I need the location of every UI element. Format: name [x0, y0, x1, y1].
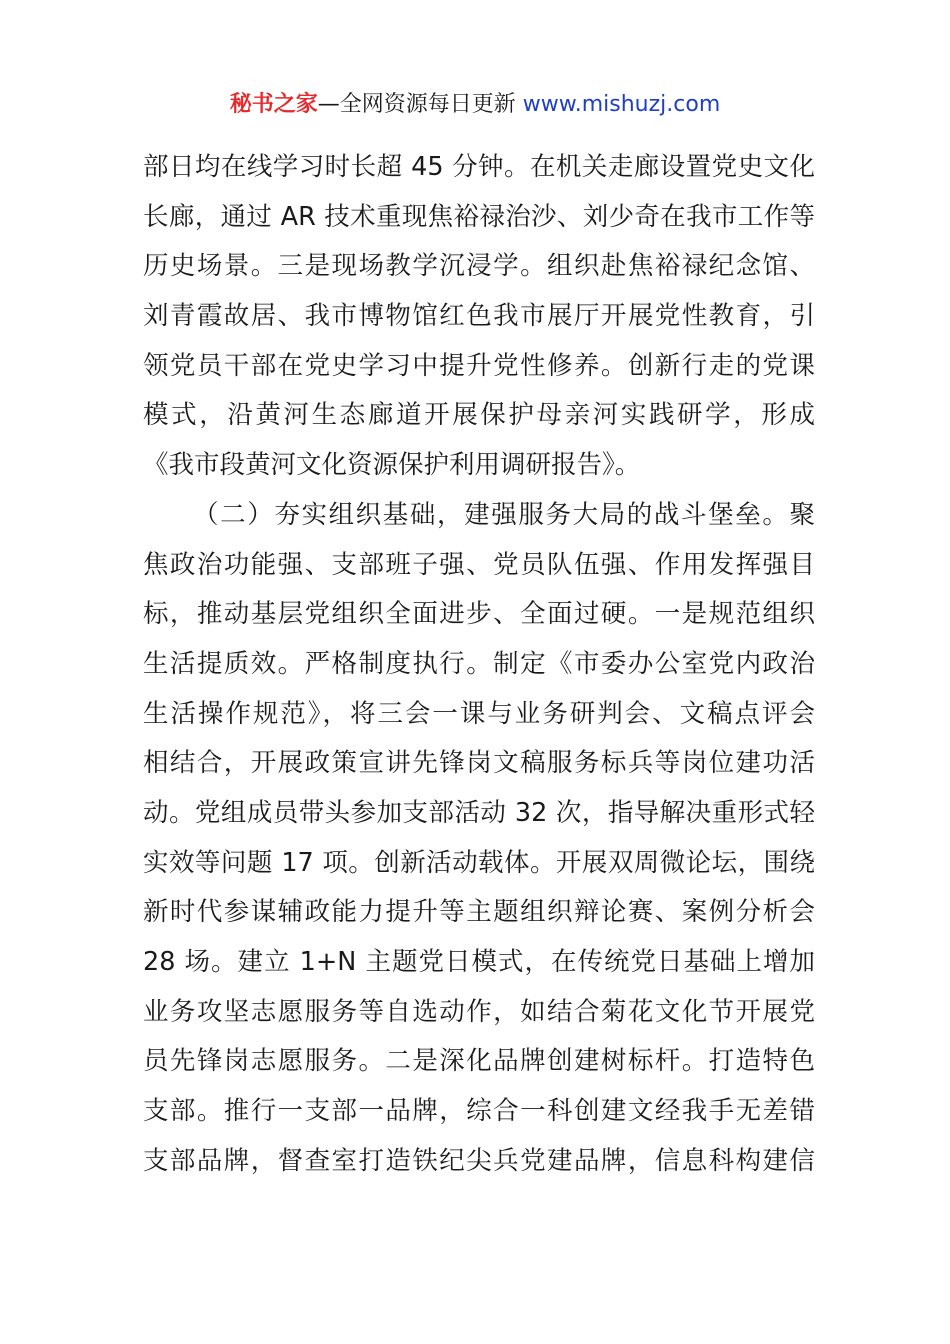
text-line: 支部。推行一支部一品牌，综合一科创建文经我手无差错 — [143, 1096, 815, 1127]
text-line: 员先锋岗志愿服务。二是深化品牌创建树标杆。打造特色 — [143, 1046, 815, 1077]
site-tagline: —全网资源每日更新 — [317, 92, 516, 117]
paragraph-heading-line: （二）夯实组织基础，建强服务大局的战斗堡垒。聚 — [193, 499, 815, 530]
text-line: 模式，沿黄河生态廊道开展保护母亲河实践研学，形成 — [143, 400, 815, 431]
text-line: 生活操作规范》，将三会一课与业务研判会、文稿点评会 — [143, 698, 815, 729]
text-line: 领党员干部在党史学习中提升党性修养。创新行走的党课 — [143, 350, 815, 381]
text-line: 实效等问题 17 项。创新活动载体。开展双周微论坛，围绕 — [143, 847, 815, 878]
site-header — [0, 88, 950, 122]
text-line: 《我市段黄河文化资源保护利用调研报告》。 — [143, 450, 641, 481]
text-line: 焦政治功能强、支部班子强、党员队伍强、作用发挥强目 — [143, 549, 815, 580]
site-brand: 秘书之家 — [229, 92, 318, 117]
text-line: 支部品牌，督查室打造铁纪尖兵党建品牌，信息科构建信 — [143, 1145, 815, 1176]
text-line: 标，推动基层党组织全面进步、全面过硬。一是规范组织 — [143, 599, 815, 630]
text-line: 历史场景。三是现场教学沉浸学。组织赴焦裕禄纪念馆、 — [143, 251, 815, 282]
text-line: 部日均在线学习时长超 45 分钟。在机关走廊设置党史文化 — [143, 152, 815, 182]
text-line: 28 场。建立 1+N 主题党日模式，在传统党日基础上增加 — [143, 947, 815, 977]
text-line: 刘青霞故居、我市博物馆红色我市展厅开展党性教育，引 — [143, 301, 815, 332]
text-line: 生活提质效。严格制度执行。制定《市委办公室党内政治 — [143, 648, 815, 679]
text-line: 动。党组成员带头参加支部活动 32 次，指导解决重形式轻 — [143, 797, 815, 828]
text-line: 长廊，通过 AR 技术重现焦裕禄治沙、刘少奇在我市工作等 — [143, 201, 815, 232]
text-line: 相结合，开展政策宣讲先锋岗文稿服务标兵等岗位建功活 — [143, 748, 815, 779]
text-line: 新时代参谋辅政能力提升等主题组织辩论赛、案例分析会 — [143, 897, 815, 928]
text-line: 业务攻坚志愿服务等自选动作，如结合菊花文化节开展党 — [143, 996, 815, 1027]
document-body — [143, 143, 815, 1186]
site-url-link[interactable]: www.mishuzj.com — [522, 92, 721, 117]
